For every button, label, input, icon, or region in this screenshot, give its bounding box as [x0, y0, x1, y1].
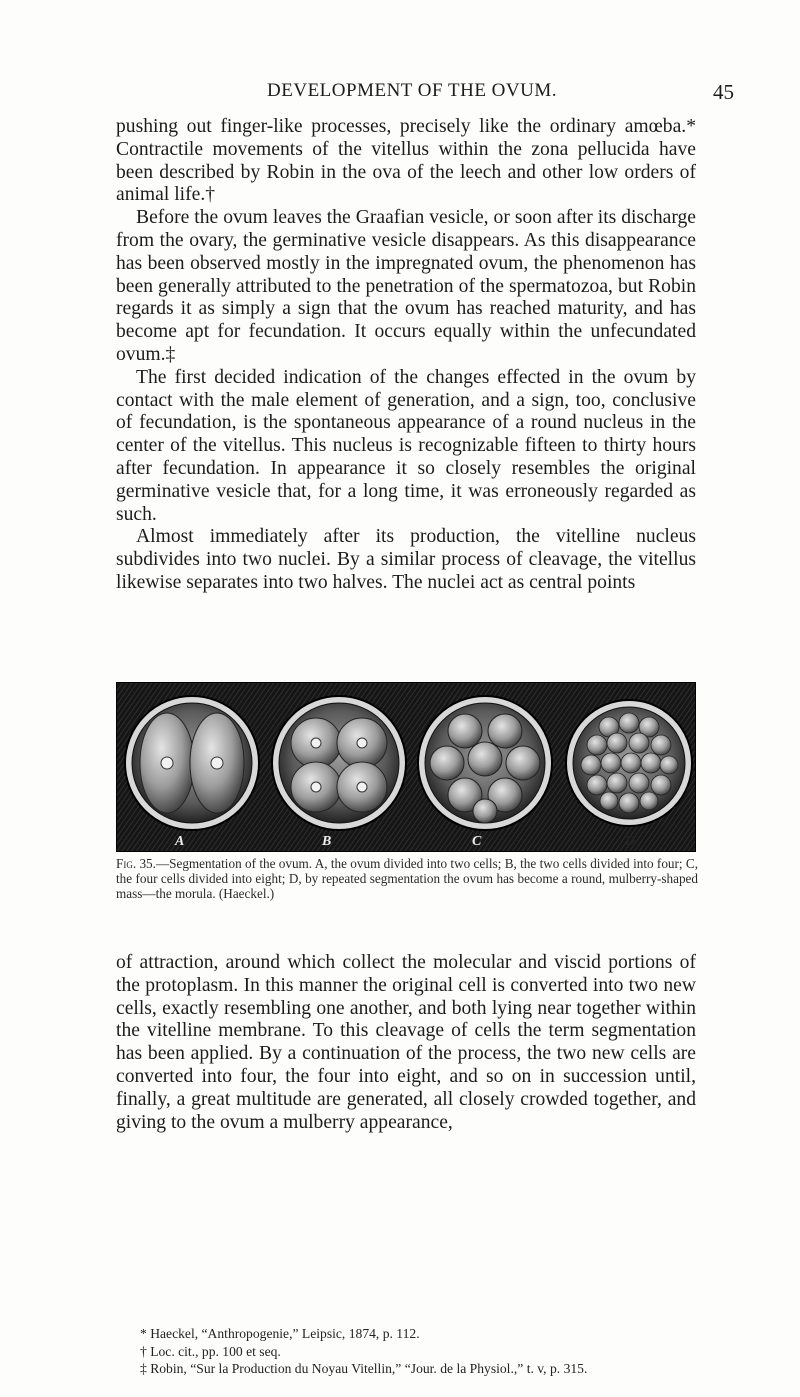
ovum-b-four-cells [272, 696, 406, 830]
panel-label-b: B [322, 834, 332, 849]
ovum-d-morula [566, 700, 692, 826]
footnotes [140, 1325, 700, 1378]
figure-caption [116, 856, 698, 902]
paragraph: Before the ovum leaves the Graafian vesicle, or soon after its discharge from the ovary, the germinative vesicle disappears. As this disappearance has been observed mostly in the impregnated ovum, the phenomenon has been generally attributed to the penetration of the spermatozoa, but Robin regards it as simply a sign that the ovum has reached maturity, and has become apt for fecundation. It occurs equally within the unfecundated ovum.‡ [116, 207, 696, 365]
paragraph: of attraction, around which collect the molecular and viscid portions of the protoplasm. In this manner the original cell is converted into two new cells, exactly resembling one another, and both lying near together within the vitelline membrane. To this cleavage of cells the term segmentation has been applied. By a continuation of the process, the two new cells are converted into four, the four into eight, and so on in succession until, finally, a great multitude are generated, all closely crowded together, and giving to the ovum a mulberry appearance, [116, 952, 696, 1133]
page-number: 45 [713, 80, 734, 104]
caption-text: —Segmentation of the ovum. A, the ovum divided into two cells; B, the two cells divided into four; C, the four cells divided into eight; D, by repeated segmentation the ovum has become a round, mulberry-shaped mass—the morula. (Haeckel.) [116, 856, 698, 902]
ovum-a-two-cells [125, 696, 259, 830]
footnote: * Haeckel, “Anthropogenie,” Leipsic, 1874, p. 112. [140, 1326, 420, 1341]
body-text-bottom [116, 952, 696, 1134]
ovum-c-eight-cells [418, 696, 552, 830]
caption-figure-number: Fig. 35. [116, 856, 156, 871]
running-head-title: DEVELOPMENT OF THE OVUM. [267, 80, 557, 101]
paragraph: pushing out finger-like processes, precisely like the ordinary amœba.* Contractile movements of the vitellus within the zona pellucida have been described by Robin in the ova of the leech and other low orders of animal life.† [116, 116, 696, 206]
footnote: ‡ Robin, “Sur la Production du Noyau Vitellin,” “Jour. de la Physiol.,” t. v, p. 315. [140, 1361, 588, 1377]
figure-illustration [117, 683, 695, 851]
running-head [112, 80, 734, 106]
panel-label-d: D [625, 834, 636, 849]
footnote: † Loc. cit., pp. 100 et seq. [140, 1343, 281, 1359]
panel-label-c: C [472, 834, 482, 849]
panel-label-a: A [175, 834, 185, 849]
paragraph: The first decided indication of the changes effected in the ovum by contact with the male element of generation, and a sign, too, conclusive of fecundation, is the spontaneous appearance of a round nucleus in the center of the vitellus. This nucleus is recognizable fifteen to thirty hours after fecundation. In appearance it so closely resembles the original germinative vesicle that, for a long time, it was erroneously regarded as such. [116, 366, 696, 525]
paragraph: Almost immediately after its production, the vitelline nucleus subdivides into two nuclei. By a similar process of cleavage, the vitellus likewise separates into two halves. The nuclei act as central points [116, 526, 696, 593]
body-text-top [116, 116, 696, 595]
figure-segmentation-of-ovum [116, 682, 696, 852]
